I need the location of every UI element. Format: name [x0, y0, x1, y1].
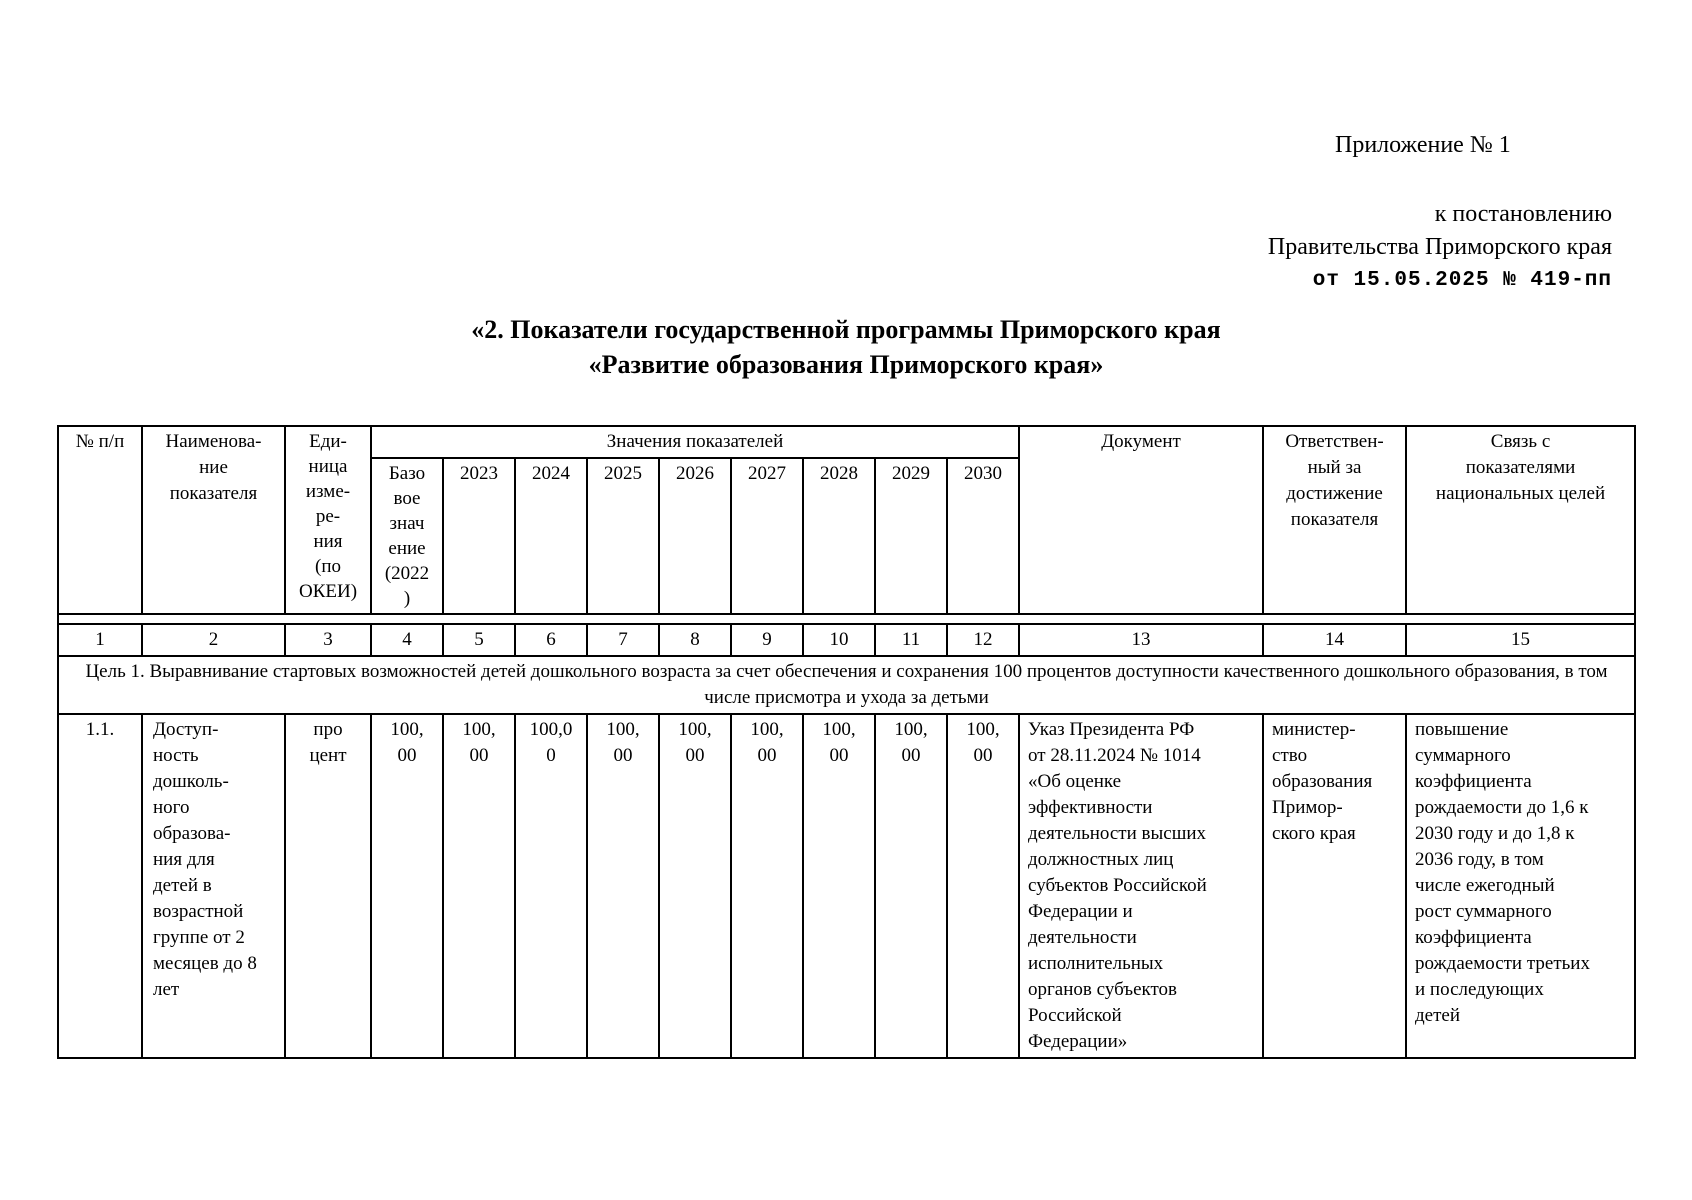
resolution-line-2: Правительства Приморского края — [1267, 234, 1612, 260]
column-number: 10 — [803, 624, 875, 656]
row-responsible: министер- ство образования Примор- ского края — [1263, 714, 1406, 1058]
goal-row — [58, 656, 1635, 714]
column-number: 1 — [58, 624, 142, 656]
header-year: 2029 — [875, 458, 947, 614]
header-values-group: Значения показателей — [371, 426, 1019, 458]
row-value: 100, 00 — [443, 714, 515, 1058]
header-year: 2026 — [659, 458, 731, 614]
column-number: 9 — [731, 624, 803, 656]
resolution-number: от 15.05.2025 № 419-пп — [1312, 269, 1612, 292]
column-number: 15 — [1406, 624, 1635, 656]
column-number: 8 — [659, 624, 731, 656]
document-title — [0, 312, 1692, 382]
row-value: 100, 00 — [659, 714, 731, 1058]
row-value: 100, 00 — [587, 714, 659, 1058]
column-number: 11 — [875, 624, 947, 656]
row-link: повышение суммарного коэффициента рождаемости до 1,6 к 2030 году и до 1,8 к 2036 году, в том числе ежегодный рост суммарного коэффициента рождаемости третьих и последующих детей — [1406, 714, 1635, 1058]
table-row — [58, 714, 1635, 1058]
row-num: 1.1. — [58, 714, 142, 1058]
row-name: Доступ- ность дошколь- ного образова- ния для детей в возрастной группе от 2 месяцев до 8 лет — [142, 714, 285, 1058]
title-line-1: «2. Показатели государственной программы Приморского края — [471, 315, 1221, 344]
header-year: 2024 — [515, 458, 587, 614]
header-unit: Еди- ница изме- ре- ния (по ОКЕИ) — [285, 426, 371, 614]
column-number: 12 — [947, 624, 1019, 656]
header-responsible: Ответствен- ный за достижение показателя — [1263, 426, 1406, 614]
row-value: 100, 00 — [875, 714, 947, 1058]
appendix-label: Приложение № 1 — [1335, 132, 1511, 158]
column-number: 14 — [1263, 624, 1406, 656]
column-number: 5 — [443, 624, 515, 656]
header-base: Базо вое знач ение (2022 ) — [371, 458, 443, 614]
row-value: 100, 00 — [947, 714, 1019, 1058]
header-year: 2028 — [803, 458, 875, 614]
header-year: 2027 — [731, 458, 803, 614]
column-number: 7 — [587, 624, 659, 656]
resolution-block — [1268, 198, 1612, 297]
row-value: 100,0 0 — [515, 714, 587, 1058]
column-number: 4 — [371, 624, 443, 656]
header-row-1 — [58, 426, 1635, 458]
header-num: № п/п — [58, 426, 142, 614]
title-line-2: «Развитие образования Приморского края» — [588, 350, 1104, 379]
row-unit: про цент — [285, 714, 371, 1058]
column-number: 2 — [142, 624, 285, 656]
header-name: Наименова- ние показателя — [142, 426, 285, 614]
header-year: 2030 — [947, 458, 1019, 614]
header-year: 2023 — [443, 458, 515, 614]
column-number-row — [58, 624, 1635, 656]
row-value: 100, 00 — [803, 714, 875, 1058]
column-number: 13 — [1019, 624, 1263, 656]
column-number: 6 — [515, 624, 587, 656]
header-year: 2025 — [587, 458, 659, 614]
resolution-line-1: к постановлению — [1434, 201, 1612, 227]
column-number: 3 — [285, 624, 371, 656]
row-document: Указ Президента РФ от 28.11.2024 № 1014 «Об оценке эффективности деятельности высших должностных лиц субъектов Российской Федерации и деятельности исполнительных органов субъектов Российской Федерации» — [1019, 714, 1263, 1058]
header-gap — [58, 614, 1635, 624]
goal-text: Цель 1. Выравнивание стартовых возможностей детей дошкольного возраста за счет обеспечения и сохранения 100 процентов доступности качественного дошкольного образования, в том числе присмотра и ухода за детьми — [58, 656, 1635, 714]
row-value: 100, 00 — [731, 714, 803, 1058]
row-value-base: 100, 00 — [371, 714, 443, 1058]
header-link: Связь с показателями национальных целей — [1406, 426, 1635, 614]
header-document: Документ — [1019, 426, 1263, 614]
indicators-table — [57, 425, 1636, 1059]
